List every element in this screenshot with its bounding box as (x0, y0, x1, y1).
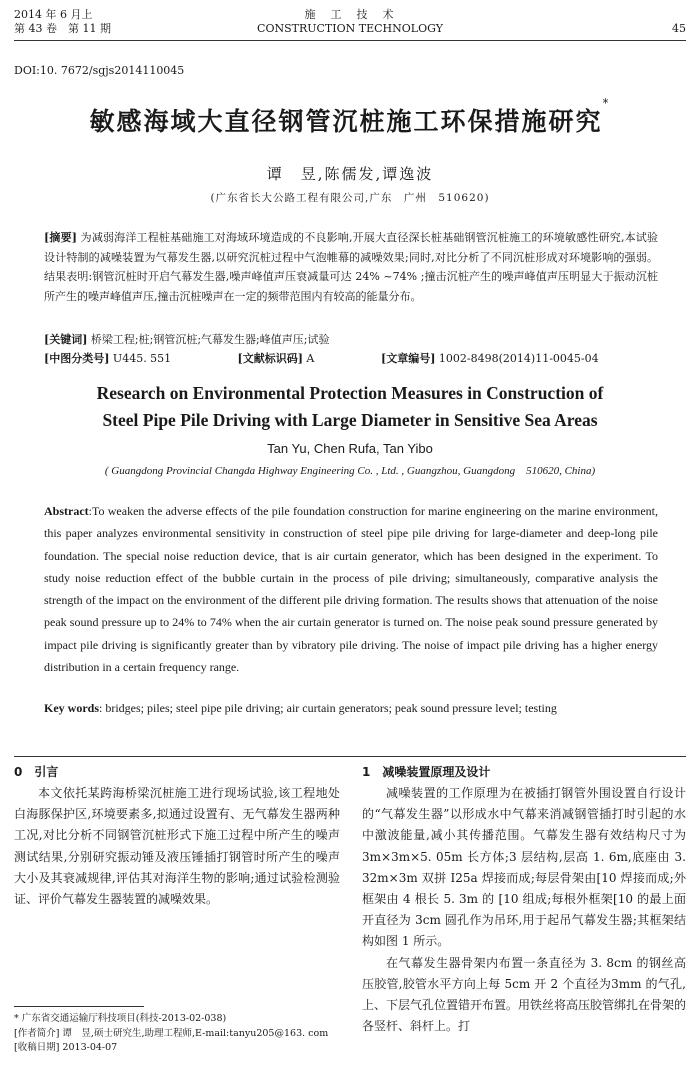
running-header-center (0, 8, 700, 36)
section-1 (362, 763, 686, 1037)
keywords-cn (44, 331, 658, 348)
affiliation-en: ( Guangdong Provincial Changda Highway Engineering Co. , Ltd. , Guangzhou, Guangdong 510620, China) (104, 465, 596, 477)
doi: DOI:10. 7672/sgjs2014110045 (14, 64, 185, 77)
doc-code: [文献标识码] A (237, 352, 315, 365)
abstract-cn-label: [摘要] (44, 231, 77, 244)
keywords-en (44, 697, 658, 719)
keywords-en-label: Key words (44, 701, 99, 715)
classification-line (44, 350, 658, 367)
section-1-paragraph-1: 减噪装置的工作原理为在被插打钢管外围设置自行设计的“气幕发生器”以形成水中气幕来消减钢管插打时引起的水中激波能量,减小其传播范围。气幕发生器有效结构尺寸为 3m×3m×5. 05m 长方体;3 层结构,层高 1. 6m,底座由 3. 32m×3m 双拼 I25a 焊接而成;每层骨架由[10 焊接而成;外框架由 4 根长 5. 3m 的 [10 组成;每根外框架[10 的最上面开直径为 3cm 圆孔作为吊环,用于起吊气幕发生器;其框架结构如图 1 所示。 (362, 786, 686, 949)
journal-name-en: CONSTRUCTION TECHNOLOGY (257, 22, 443, 35)
authors-en: Tan Yu, Chen Rufa, Tan Yibo (267, 441, 433, 456)
title-cn (0, 95, 700, 138)
title-footnote-mark: * (602, 95, 611, 110)
section-rule (14, 756, 686, 757)
authors-cn: 谭 昱,陈儒发,谭逸波 (266, 165, 434, 183)
title-en-line1: Research on Environmental Protection Measures in Construction of (96, 383, 604, 403)
footnote-received: [收稿日期] 2013-04-07 (14, 1042, 118, 1053)
affiliation-cn: (广东省长大公路工程有限公司,广东 广州 510620) (210, 192, 490, 204)
page-number: 45 (672, 22, 686, 35)
abstract-en-label: Abstract (44, 504, 89, 518)
abstract-en (44, 500, 658, 678)
footnote-rule (14, 1006, 144, 1007)
section-0-paragraph: 本文依托某跨海桥梁沉桩施工进行现场试验,该工程地处白海豚保护区,环境要素多,拟通过设置有、无气幕发生器两种工况,对比分析不同钢管沉桩形式下施工过程中所产生的噪声测试结果,分别研究振动锤及液压锤插打钢管时所产生的噪声大小及其衰减规律,评估其对海洋生物的影响;通过试验检测验证、评价气幕发生器装置的减噪效果。 (14, 786, 340, 907)
section-1-paragraph-2: 在气幕发生器骨架内布置一条直径为 3. 8cm 的钢丝高压胶管,胶管水平方向上每 5cm 开 2 个直径为3mm 的气孔,上、下层气孔位置错开布置。用铁丝将高压胶管绑扎在骨架的各竖杆、斜杆上。打 (362, 955, 687, 1034)
clc-number: [中图分类号] U445. 551 (44, 352, 172, 365)
title-cn-text: 敏感海域大直径钢管沉桩施工环保措施研究 (89, 107, 603, 136)
section-0 (14, 763, 340, 910)
title-en-line2: Steel Pipe Pile Driving with Large Diameter in Sensitive Sea Areas (102, 410, 598, 430)
footnote-author: [作者简介] 谭 昱,硕士研究生,助理工程师,E-mail:tanyu205@163. com (14, 1027, 329, 1039)
keywords-cn-label: [关键词] (44, 333, 88, 346)
abstract-cn (44, 228, 658, 306)
journal-name-cn: 施 工 技 术 (304, 8, 396, 21)
header-rule (14, 40, 686, 41)
footnote-fund: * 广东省交通运输厅科技项目(科技-2013-02-038) (14, 1013, 227, 1024)
section-1-heading: 1 减噪装置原理及设计 (362, 765, 491, 779)
abstract-en-text: :To weaken the adverse effects of the pile foundation construction for marine engineering on the marine environment, this paper analyzes environmental sensitivity in construction of steel pipe pile driving for large-diameter and deep-long pile foundation. The special noise reduction device, that is air curtain generator, which has been designed in the experiment. To study noise reduction effect of the bubble curtain in the process of pile driving; simultaneously, comparative analysis the strength of the impact on the environment of the different pile driving formation. The results shows that attenuation of the noise peak sound pressure up to 24% to 74% when the air curtain generator is turned on. The noise peak sound pressure generated by impact pile driving is significantly greater than by vibratory pile driving. The noise of impact pile driving has a higher energy distribution in a certain frequency range. (44, 504, 658, 675)
abstract-cn-text: 为减弱海洋工程桩基础施工对海域环境造成的不良影响,开展大直径深长桩基础钢管沉桩施工的环境敏感性研究,本试验设计特制的减噪装置为气幕发生器,以研究沉桩过程中气泡帷幕的减噪效果;同时,对比分析了不同沉桩形成对环境影响的强弱。结果表明:钢管沉桩时开启气幕发生器,噪声峰值声压衰减量可达 24% ~74% ;撞击沉桩产生的噪声峰值声压明显大于振动沉桩所产生的噪声峰值声压,撞击沉桩噪声在一定的频带范围内有较高的能量分布。 (44, 231, 658, 303)
keywords-cn-text: 桥梁工程;桩;钢管沉桩;气幕发生器;峰值声压;试验 (90, 333, 330, 346)
article-number: [文章编号] 1002-8498(2014)11-0045-04 (381, 352, 599, 365)
keywords-en-text: : bridges; piles; steel pipe pile driving; air curtain generators; peak sound pressure level; testing (99, 701, 557, 715)
issue-date: 2014 年 6 月上 (14, 8, 93, 21)
footnotes (14, 1012, 340, 1056)
title-en (0, 380, 700, 434)
section-0-heading: 0 引言 (14, 765, 59, 779)
volume-issue: 第 43 卷 第 11 期 (14, 22, 111, 35)
